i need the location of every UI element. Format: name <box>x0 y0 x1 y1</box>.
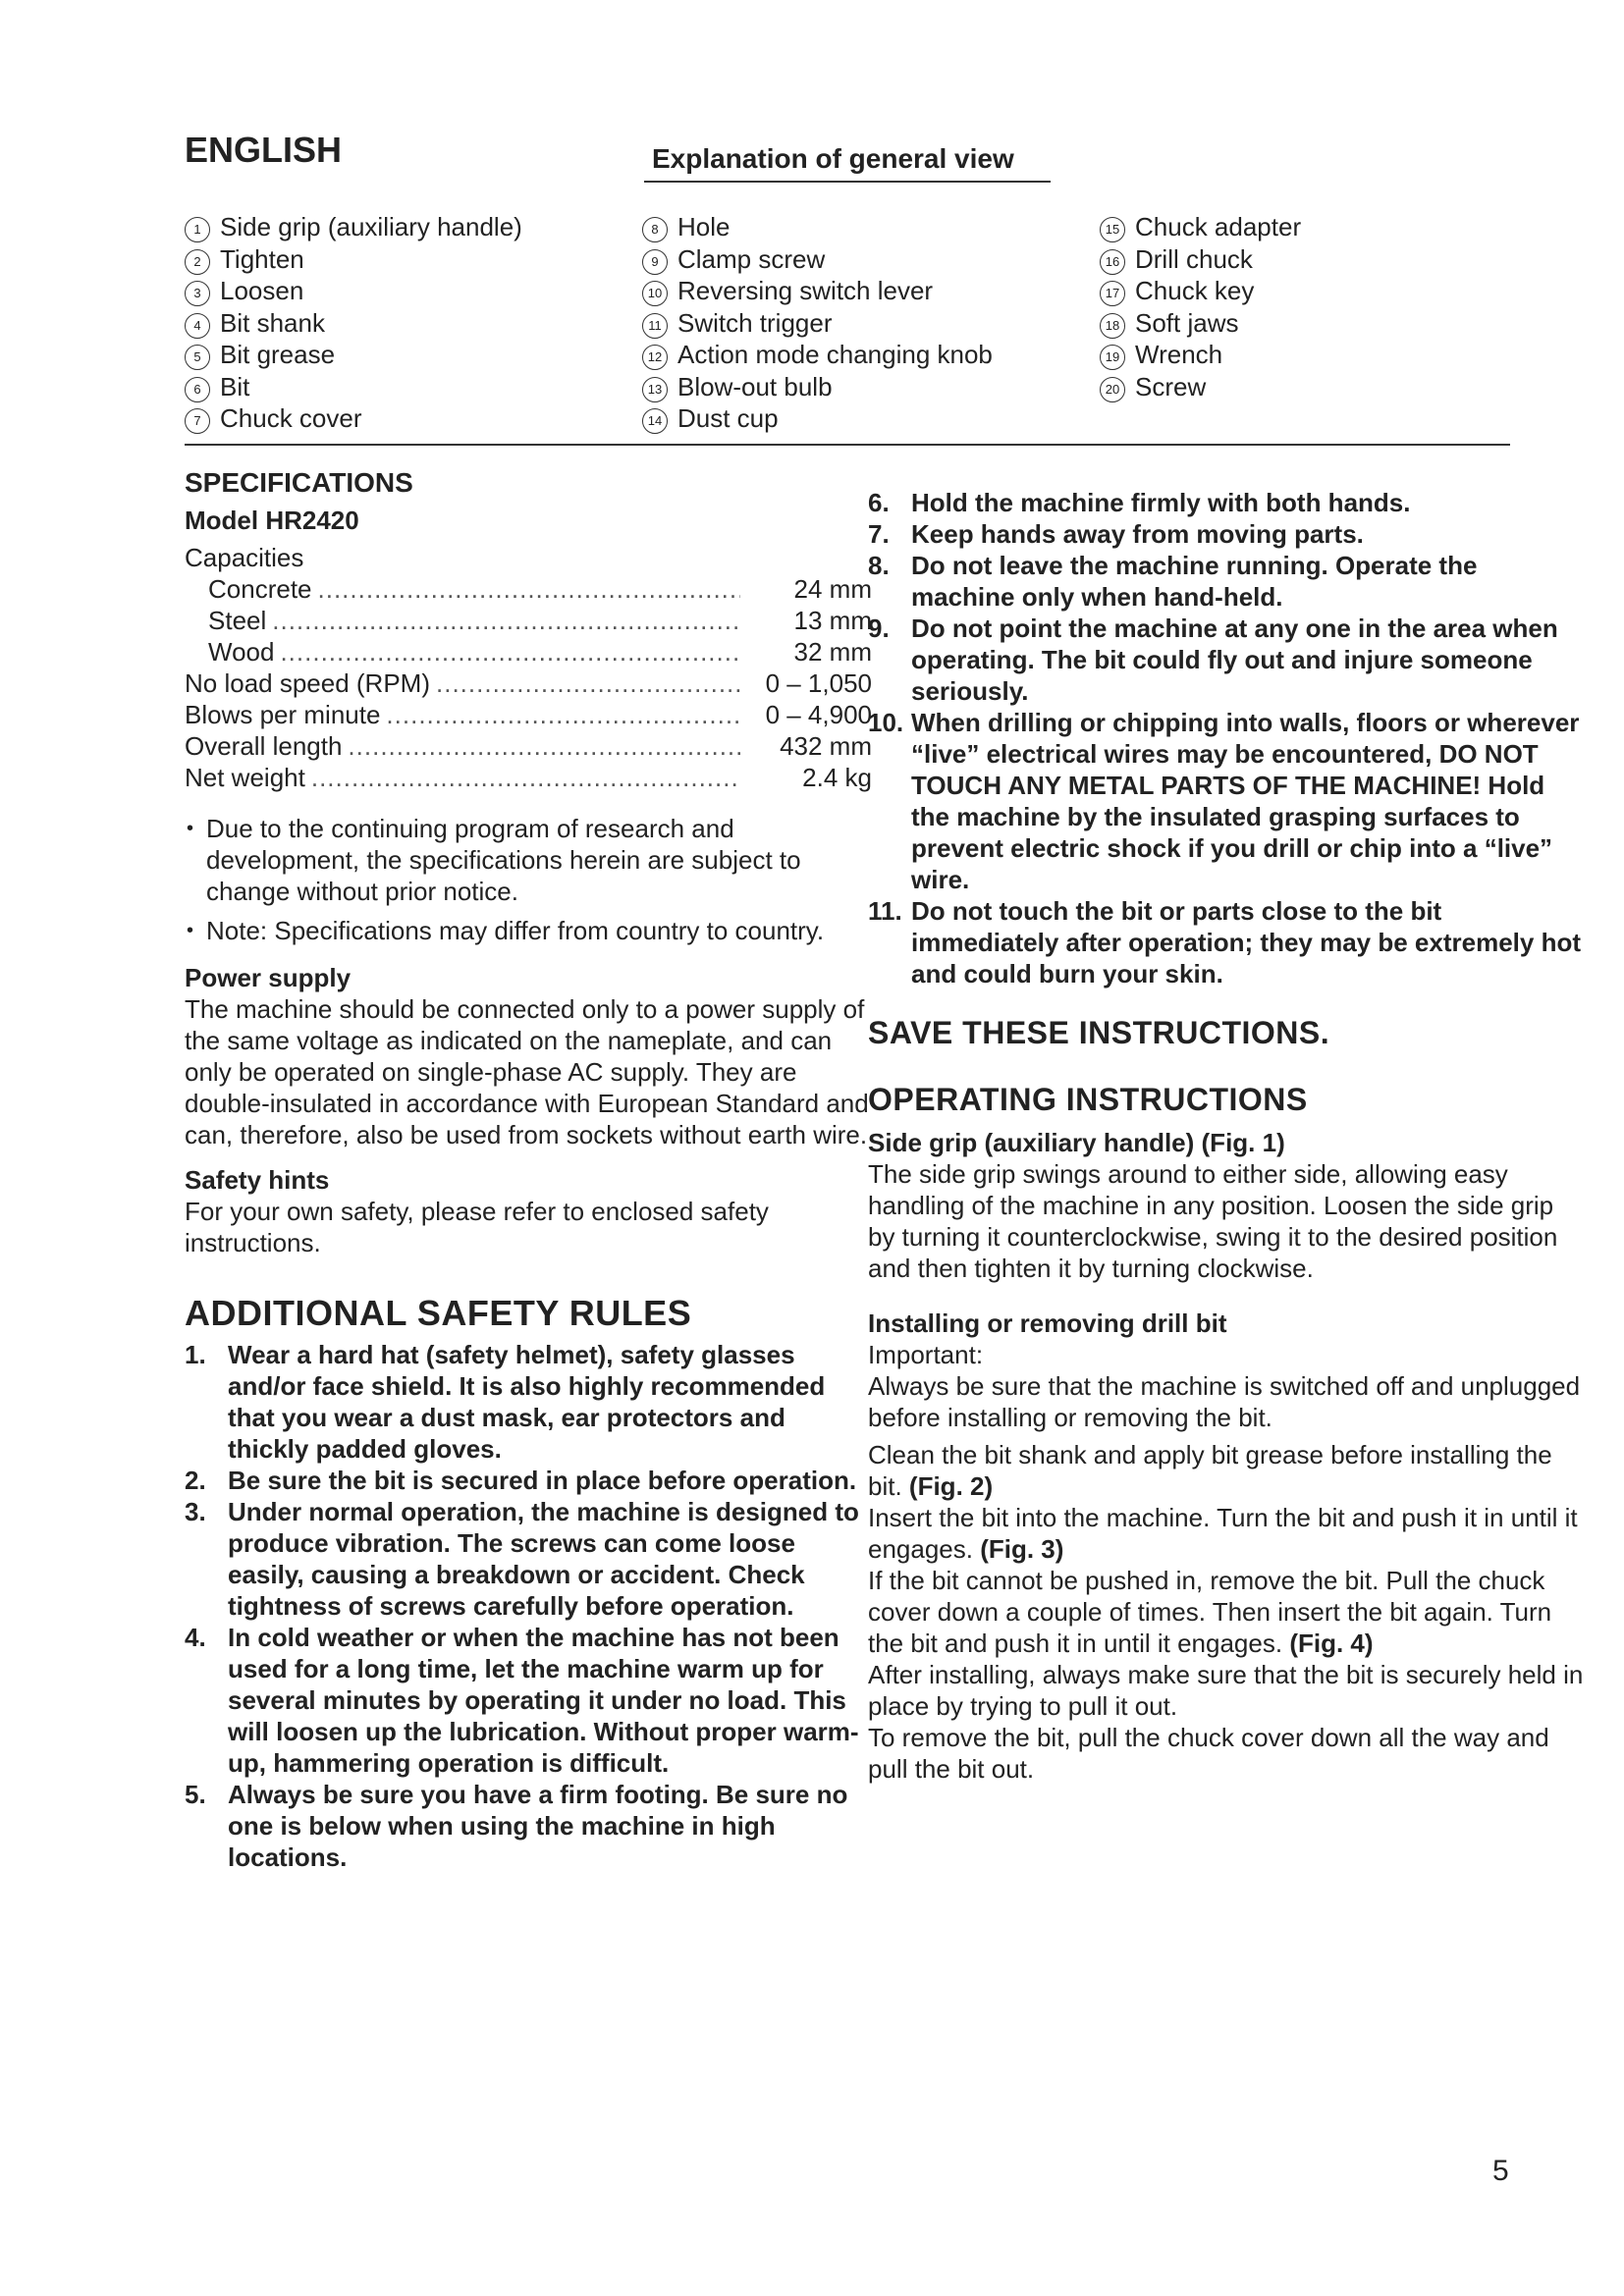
part-number: 1 <box>185 217 210 242</box>
language-heading: ENGLISH <box>185 130 343 170</box>
part-number: 15 <box>1100 217 1125 242</box>
install-bit-heading: Installing or removing drill bit <box>868 1308 1227 1338</box>
parts-list-col-1 <box>185 211 522 435</box>
instruction-paragraph: After installing, always make sure that the bit is securely held in place by trying to pull it out. <box>868 1660 1584 1721</box>
part-item: 18 Soft jaws <box>1100 307 1301 340</box>
part-item: 14 Dust cup <box>642 402 993 435</box>
spec-row: Net weight ..... 2.4 kg <box>185 762 872 793</box>
part-number: 6 <box>185 377 210 402</box>
capacities-label: Capacities <box>185 543 304 572</box>
title-underline <box>644 181 1051 183</box>
part-number: 17 <box>1100 281 1125 306</box>
spec-row: Concrete ..... 24 mm <box>185 573 872 605</box>
part-number: 19 <box>1100 345 1125 370</box>
page-number: 5 <box>1492 2155 1509 2187</box>
part-item: 15 Chuck adapter <box>1100 211 1301 243</box>
part-item: 3 Loosen <box>185 275 522 307</box>
safety-hints-heading: Safety hints <box>185 1165 330 1195</box>
spec-row: Overall length ..... 432 mm <box>185 730 872 762</box>
part-item: 10 Reversing switch lever <box>642 275 993 307</box>
part-number: 14 <box>642 408 668 434</box>
important-label: Important: <box>868 1340 984 1369</box>
additional-rules-heading: ADDITIONAL SAFETY RULES <box>185 1293 692 1333</box>
list-item: 3. Under normal operation, the machine is designed to produce vibration. The screws can come loose easily, causing a breakdown or accident. Check tightness of screws carefully before operation. <box>185 1497 859 1621</box>
spec-row: Wood ..... 32 mm <box>185 636 872 667</box>
instruction-paragraph: To remove the bit, pull the chuck cover down all the way and pull the bit out. <box>868 1723 1549 1784</box>
list-item: 4. In cold weather or when the machine has not been used for a long time, let the machine warm up for several minutes by operating it under no load. This will loosen up the lubrication. Without proper warm-up, hammering operation is difficult. <box>185 1623 859 1778</box>
general-view-title: Explanation of general view <box>652 143 1014 174</box>
part-number: 4 <box>185 313 210 339</box>
list-item: 11. Do not touch the bit or parts close to the bit immediately after operation; they may be extremely hot and could burn your skin. <box>868 896 1581 988</box>
safety-hints-text: For your own safety, please refer to enclosed safety instructions. <box>185 1197 769 1257</box>
part-number: 20 <box>1100 377 1125 402</box>
part-item: 20 Screw <box>1100 371 1301 403</box>
part-item: 4 Bit shank <box>185 307 522 340</box>
instruction-paragraph: If the bit cannot be pushed in, remove the bit. Pull the chuck cover down a couple of times. Then insert the bit again. Turn the bit and push it in until it engages. (Fig. 4) <box>868 1566 1552 1658</box>
list-item: 1. Wear a hard hat (safety helmet), safety glasses and/or face shield. It is also highly recommended that you wear a dust mask, ear protectors and thickly padded gloves. <box>185 1340 826 1464</box>
part-number: 18 <box>1100 313 1125 339</box>
spec-note: • Note: Specifications may differ from country to country. <box>185 915 872 946</box>
power-supply-text: The machine should be connected only to a power supply of the same voltage as indicated on the nameplate, and can only be operated on single-phase AC supply. They are double-insulated in accordance with European Standard and can, therefore, also be used from sockets without earth wire. <box>185 994 869 1149</box>
spec-note: • Due to the continuing program of research and development, the specifications herein are subject to change without prior notice. <box>185 813 872 907</box>
parts-list-col-3 <box>1100 211 1301 402</box>
parts-list-col-2 <box>642 211 993 435</box>
part-number: 11 <box>642 313 668 339</box>
part-number: 8 <box>642 217 668 242</box>
part-item: 19 Wrench <box>1100 339 1301 371</box>
operating-instructions-heading: OPERATING INSTRUCTIONS <box>868 1082 1308 1117</box>
list-item: 5. Always be sure you have a firm footing. Be sure no one is below when using the machine in high locations. <box>185 1780 848 1872</box>
part-number: 13 <box>642 377 668 402</box>
additional-rules-section <box>185 1293 872 1873</box>
part-item: 5 Bit grease <box>185 339 522 371</box>
list-item: 9. Do not point the machine at any one in the area when operating. The bit could fly out and injure someone seriously. <box>868 614 1558 706</box>
part-item: 17 Chuck key <box>1100 275 1301 307</box>
instruction-paragraph: Clean the bit shank and apply bit grease before installing the bit. (Fig. 2) <box>868 1440 1552 1501</box>
side-grip-text: The side grip swings around to either side, allowing easy handling of the machine in any position. Loosen the side grip by turning it counterclockwise, swing it to the desired position and then tighten it by turning clockwise. <box>868 1159 1558 1283</box>
spec-row: No load speed (RPM) ..... 0 – 1,050 <box>185 667 872 699</box>
part-item: 13 Blow-out bulb <box>642 371 993 403</box>
part-item: 1 Side grip (auxiliary handle) <box>185 211 522 243</box>
part-item: 8 Hole <box>642 211 993 243</box>
instruction-paragraph: Insert the bit into the machine. Turn the bit and push it in until it engages. (Fig. 3) <box>868 1503 1578 1564</box>
list-item: 7. Keep hands away from moving parts. <box>868 519 1364 549</box>
section-divider <box>185 444 1510 446</box>
part-item: 16 Drill chuck <box>1100 243 1301 276</box>
rules-list <box>185 1339 872 1873</box>
part-number: 16 <box>1100 249 1125 275</box>
list-item: 2. Be sure the bit is secured in place before operation. <box>185 1466 857 1495</box>
list-item: 6. Hold the machine firmly with both hands. <box>868 488 1411 517</box>
part-number: 9 <box>642 249 668 275</box>
part-item: 6 Bit <box>185 371 522 403</box>
important-text: Always be sure that the machine is switched off and unplugged before installing or removing the bit. <box>868 1371 1581 1432</box>
rules-list-continued <box>868 487 1585 989</box>
part-item: 7 Chuck cover <box>185 402 522 435</box>
part-number: 7 <box>185 408 210 434</box>
part-number: 5 <box>185 345 210 370</box>
part-item: 12 Action mode changing knob <box>642 339 993 371</box>
spec-row: Steel ..... 13 mm <box>185 605 872 636</box>
part-number: 12 <box>642 345 668 370</box>
model-label: Model HR2420 <box>185 506 359 535</box>
right-column <box>868 487 1585 1785</box>
part-number: 2 <box>185 249 210 275</box>
part-item: 11 Switch trigger <box>642 307 993 340</box>
side-grip-heading: Side grip (auxiliary handle) (Fig. 1) <box>868 1128 1285 1157</box>
list-item: 8. Do not leave the machine running. Operate the machine only when hand-held. <box>868 551 1478 612</box>
save-instructions-heading: SAVE THESE INSTRUCTIONS. <box>868 1015 1330 1050</box>
part-item: 9 Clamp screw <box>642 243 993 276</box>
left-column <box>185 467 872 1873</box>
part-number: 3 <box>185 281 210 306</box>
spec-row: Blows per minute ..... 0 – 4,900 <box>185 699 872 730</box>
part-item: 2 Tighten <box>185 243 522 276</box>
specifications-heading: SPECIFICATIONS <box>185 467 413 498</box>
part-number: 10 <box>642 281 668 306</box>
list-item: 10. When drilling or chipping into walls, floors or wherever “live” electrical wires may be encountered, DO NOT TOUCH ANY METAL PARTS OF THE MACHINE! Hold the machine by the insulated grasping surfaces to prevent electric shock if you drill or chip into a “live” wire. <box>868 708 1580 894</box>
power-supply-heading: Power supply <box>185 963 352 992</box>
